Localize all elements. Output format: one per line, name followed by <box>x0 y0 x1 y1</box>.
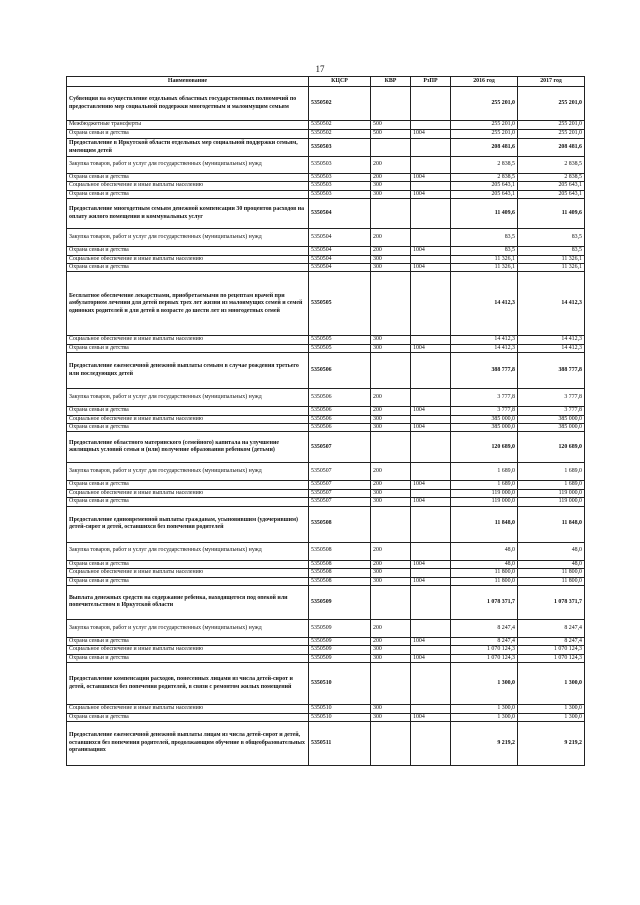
cell-kvr: 300 <box>371 264 411 272</box>
cell-kvr <box>371 432 411 463</box>
cell-2017: 11 848,0 <box>518 506 585 542</box>
cell-2016: 14 412,3 <box>451 336 518 344</box>
cell-rzpr <box>411 646 451 654</box>
table-row <box>67 264 585 272</box>
cell-2016: 1 689,0 <box>451 481 518 489</box>
cell-rzpr <box>411 87 451 121</box>
table-row <box>67 407 585 415</box>
cell-2017: 255 201,0 <box>518 121 585 130</box>
cell-2017: 385 000,0 <box>518 424 585 432</box>
cell-2017: 385 000,0 <box>518 415 585 423</box>
cell-name: Субвенция на осуществление отдельных областных государственных полномочий по предоставлению мер социальной поддержки многодетным и малоимущим семьям <box>67 87 309 121</box>
table-row <box>67 654 585 662</box>
cell-name: Охрана семьи и детства <box>67 130 309 139</box>
cell-name: Охрана семьи и детства <box>67 481 309 489</box>
cell-name: Бесплатное обеспечение лекарствами, приобретаемыми по рецептам врачей при амбулаторном лечении для детей первых трех лет жизни из малоимущих семей и семей одиноких родителей и для детей в возрасте до шести лет из многодетных семей <box>67 272 309 336</box>
cell-2017: 9 219,2 <box>518 721 585 765</box>
table-row <box>67 721 585 765</box>
cell-kcsr: 5350506 <box>309 353 371 389</box>
budget-table <box>66 76 585 766</box>
cell-2017: 8 247,4 <box>518 619 585 637</box>
cell-rzpr <box>411 353 451 389</box>
cell-2017: 1 689,0 <box>518 463 585 481</box>
header-year-2016: 2016 год <box>451 77 518 87</box>
cell-kcsr: 5350504 <box>309 247 371 255</box>
cell-2016: 388 777,8 <box>451 353 518 389</box>
table-row <box>67 498 585 506</box>
cell-2016: 1 300,0 <box>451 705 518 713</box>
cell-name: Социальное обеспечение и иные выплаты населению <box>67 489 309 497</box>
cell-rzpr <box>411 157 451 174</box>
cell-2016: 205 643,1 <box>451 182 518 190</box>
table-row <box>67 637 585 645</box>
cell-2017: 2 838,5 <box>518 174 585 182</box>
cell-name: Социальное обеспечение и иные выплаты населению <box>67 569 309 577</box>
cell-rzpr: 1004 <box>411 481 451 489</box>
cell-2017: 11 326,1 <box>518 264 585 272</box>
cell-rzpr: 1004 <box>411 498 451 506</box>
cell-name: Охрана семьи и детства <box>67 174 309 182</box>
cell-rzpr: 1004 <box>411 424 451 432</box>
cell-name: Охрана семьи и детства <box>67 247 309 255</box>
cell-2016: 205 643,1 <box>451 190 518 198</box>
cell-kvr: 300 <box>371 190 411 198</box>
table-row <box>67 463 585 481</box>
cell-name: Закупка товаров, работ и услуг для государственных (муниципальных) нужд <box>67 157 309 174</box>
table-row <box>67 130 585 139</box>
cell-2016: 8 247,4 <box>451 637 518 645</box>
cell-name: Охрана семьи и детства <box>67 190 309 198</box>
cell-2017: 119 000,0 <box>518 498 585 506</box>
cell-2017: 11 800,0 <box>518 569 585 577</box>
cell-kcsr: 5350509 <box>309 654 371 662</box>
cell-2016: 255 201,0 <box>451 130 518 139</box>
cell-2016: 83,5 <box>451 247 518 255</box>
table-row <box>67 247 585 255</box>
table-row <box>67 506 585 542</box>
cell-kvr: 200 <box>371 407 411 415</box>
cell-kvr <box>371 87 411 121</box>
table-row <box>67 577 585 585</box>
table-row <box>67 87 585 121</box>
cell-2017: 1 300,0 <box>518 663 585 705</box>
cell-kcsr: 5350507 <box>309 432 371 463</box>
cell-kcsr: 5350509 <box>309 637 371 645</box>
cell-kcsr: 5350503 <box>309 182 371 190</box>
cell-kvr: 200 <box>371 229 411 247</box>
table-row <box>67 157 585 174</box>
cell-name: Предоставление многодетным семьям денежной компенсации 30 процентов расходов на оплату жилого помещения и коммунальных услуг <box>67 199 309 229</box>
cell-2017: 2 838,5 <box>518 157 585 174</box>
cell-kcsr: 5350507 <box>309 463 371 481</box>
cell-name: Социальное обеспечение и иные выплаты населению <box>67 336 309 344</box>
cell-kcsr: 5350509 <box>309 646 371 654</box>
cell-2017: 11 326,1 <box>518 255 585 263</box>
cell-rzpr: 1004 <box>411 264 451 272</box>
cell-kcsr: 5350510 <box>309 663 371 705</box>
cell-2017: 1 300,0 <box>518 705 585 713</box>
cell-name: Охрана семьи и детства <box>67 577 309 585</box>
cell-2017: 1 078 371,7 <box>518 585 585 619</box>
cell-kvr: 300 <box>371 424 411 432</box>
cell-kcsr: 5350504 <box>309 255 371 263</box>
cell-kvr: 300 <box>371 182 411 190</box>
cell-rzpr: 1004 <box>411 577 451 585</box>
cell-name: Охрана семьи и детства <box>67 654 309 662</box>
cell-name: Предоставление ежемесячной денежной выплаты лицам из числа детей-сирот и детей, оставшихся без попечения родителей, продолжающим обучение в общеобразовательных организациях <box>67 721 309 765</box>
cell-name: Предоставление компенсации расходов, понесенных лицами из числа детей-сирот и детей, оставшихся без попечения родителей, в связи с ремонтом жилых помещений <box>67 663 309 705</box>
table-row <box>67 705 585 713</box>
cell-rzpr <box>411 489 451 497</box>
cell-2016: 255 201,0 <box>451 87 518 121</box>
cell-kcsr: 5350503 <box>309 190 371 198</box>
cell-kcsr: 5350510 <box>309 713 371 721</box>
cell-rzpr: 1004 <box>411 174 451 182</box>
table-row <box>67 415 585 423</box>
cell-kvr: 500 <box>371 121 411 130</box>
table-row <box>67 481 585 489</box>
cell-rzpr: 1004 <box>411 654 451 662</box>
cell-kcsr: 5350506 <box>309 407 371 415</box>
cell-2017: 1 689,0 <box>518 481 585 489</box>
cell-rzpr: 1004 <box>411 344 451 352</box>
cell-kcsr: 5350504 <box>309 229 371 247</box>
cell-name: Закупка товаров, работ и услуг для государственных (муниципальных) нужд <box>67 619 309 637</box>
cell-name: Закупка товаров, работ и услуг для государственных (муниципальных) нужд <box>67 542 309 560</box>
cell-name: Охрана семьи и детства <box>67 407 309 415</box>
header-kcsr: КЦСР <box>309 77 371 87</box>
cell-name: Охрана семьи и детства <box>67 264 309 272</box>
cell-kvr: 300 <box>371 336 411 344</box>
cell-2016: 120 689,0 <box>451 432 518 463</box>
cell-kcsr: 5350502 <box>309 87 371 121</box>
cell-kvr: 200 <box>371 560 411 568</box>
page-number: 17 <box>315 64 325 74</box>
cell-name: Закупка товаров, работ и услуг для государственных (муниципальных) нужд <box>67 389 309 407</box>
cell-rzpr <box>411 139 451 157</box>
header-name: Наименование <box>67 77 309 87</box>
table-row <box>67 560 585 568</box>
cell-rzpr <box>411 182 451 190</box>
cell-rzpr: 1004 <box>411 407 451 415</box>
cell-rzpr: 1004 <box>411 247 451 255</box>
cell-2016: 8 247,4 <box>451 619 518 637</box>
table-row <box>67 432 585 463</box>
cell-kcsr: 5350507 <box>309 481 371 489</box>
table-row <box>67 336 585 344</box>
cell-kcsr: 5350510 <box>309 705 371 713</box>
cell-kvr: 200 <box>371 247 411 255</box>
table-row <box>67 353 585 389</box>
table-row <box>67 229 585 247</box>
cell-name: Закупка товаров, работ и услуг для государственных (муниципальных) нужд <box>67 463 309 481</box>
table-row <box>67 139 585 157</box>
cell-rzpr: 1004 <box>411 560 451 568</box>
cell-name: Охрана семьи и детства <box>67 560 309 568</box>
cell-2016: 14 412,3 <box>451 272 518 336</box>
cell-kvr: 300 <box>371 577 411 585</box>
cell-2016: 2 838,5 <box>451 174 518 182</box>
cell-2017: 83,5 <box>518 229 585 247</box>
cell-name: Социальное обеспечение и иные выплаты населению <box>67 705 309 713</box>
cell-2016: 11 409,6 <box>451 199 518 229</box>
cell-name: Предоставление ежемесячной денежной выплаты семьям в случае рождения третьего или последующих детей <box>67 353 309 389</box>
cell-2016: 11 800,0 <box>451 577 518 585</box>
cell-2017: 388 777,8 <box>518 353 585 389</box>
cell-kcsr: 5350502 <box>309 121 371 130</box>
header-year-2017: 2017 год <box>518 77 585 87</box>
cell-kcsr: 5350503 <box>309 157 371 174</box>
cell-name: Охрана семьи и детства <box>67 498 309 506</box>
cell-rzpr: 1004 <box>411 130 451 139</box>
cell-2016: 3 777,8 <box>451 407 518 415</box>
cell-kcsr: 5350508 <box>309 542 371 560</box>
cell-2017: 205 643,1 <box>518 182 585 190</box>
table-row <box>67 121 585 130</box>
cell-kvr: 200 <box>371 389 411 407</box>
cell-2017: 1 300,0 <box>518 713 585 721</box>
cell-2017: 14 412,3 <box>518 344 585 352</box>
cell-2017: 3 777,8 <box>518 389 585 407</box>
cell-kvr: 300 <box>371 654 411 662</box>
cell-rzpr <box>411 721 451 765</box>
cell-2016: 48,0 <box>451 542 518 560</box>
cell-rzpr: 1004 <box>411 190 451 198</box>
table-row <box>67 255 585 263</box>
header-kvr: КВР <box>371 77 411 87</box>
cell-kcsr: 5350506 <box>309 389 371 407</box>
cell-rzpr <box>411 663 451 705</box>
cell-kvr: 300 <box>371 498 411 506</box>
cell-kcsr: 5350509 <box>309 585 371 619</box>
cell-2016: 11 848,0 <box>451 506 518 542</box>
cell-rzpr <box>411 121 451 130</box>
cell-2016: 255 201,0 <box>451 121 518 130</box>
cell-kcsr: 5350505 <box>309 344 371 352</box>
cell-kvr: 300 <box>371 646 411 654</box>
table-row <box>67 389 585 407</box>
cell-name: Социальное обеспечение и иные выплаты населению <box>67 182 309 190</box>
cell-kvr: 200 <box>371 619 411 637</box>
cell-2016: 208 481,6 <box>451 139 518 157</box>
cell-kvr <box>371 506 411 542</box>
cell-kvr: 300 <box>371 415 411 423</box>
table-row <box>67 190 585 198</box>
table-row <box>67 542 585 560</box>
cell-2016: 1 070 124,3 <box>451 654 518 662</box>
cell-kvr <box>371 272 411 336</box>
cell-name: Охрана семьи и детства <box>67 713 309 721</box>
cell-2017: 1 070 124,3 <box>518 654 585 662</box>
cell-2016: 11 800,0 <box>451 569 518 577</box>
header-rzpr: РзПР <box>411 77 451 87</box>
cell-kcsr: 5350508 <box>309 577 371 585</box>
cell-2017: 205 643,1 <box>518 190 585 198</box>
table-row <box>67 585 585 619</box>
cell-rzpr <box>411 585 451 619</box>
table-row <box>67 646 585 654</box>
cell-2017: 14 412,3 <box>518 272 585 336</box>
cell-kvr: 200 <box>371 174 411 182</box>
cell-rzpr <box>411 506 451 542</box>
cell-2017: 48,0 <box>518 542 585 560</box>
cell-2016: 83,5 <box>451 229 518 247</box>
cell-kcsr: 5350506 <box>309 415 371 423</box>
cell-2017: 208 481,6 <box>518 139 585 157</box>
cell-name: Социальное обеспечение и иные выплаты населению <box>67 255 309 263</box>
cell-kvr: 200 <box>371 542 411 560</box>
cell-2017: 14 412,3 <box>518 336 585 344</box>
cell-2016: 1 300,0 <box>451 663 518 705</box>
cell-kcsr: 5350511 <box>309 721 371 765</box>
cell-2016: 2 838,5 <box>451 157 518 174</box>
cell-2017: 11 800,0 <box>518 577 585 585</box>
cell-rzpr <box>411 389 451 407</box>
cell-name: Социальное обеспечение и иные выплаты населению <box>67 415 309 423</box>
cell-kcsr: 5350502 <box>309 130 371 139</box>
cell-2016: 1 300,0 <box>451 713 518 721</box>
cell-rzpr <box>411 255 451 263</box>
cell-2016: 48,0 <box>451 560 518 568</box>
table-row <box>67 344 585 352</box>
cell-rzpr <box>411 569 451 577</box>
table-row <box>67 199 585 229</box>
cell-kcsr: 5350506 <box>309 424 371 432</box>
cell-name: Социальное обеспечение и иные выплаты населению <box>67 646 309 654</box>
cell-rzpr: 1004 <box>411 637 451 645</box>
cell-kcsr: 5350503 <box>309 139 371 157</box>
cell-kvr: 300 <box>371 569 411 577</box>
cell-kcsr: 5350505 <box>309 336 371 344</box>
cell-kvr <box>371 721 411 765</box>
cell-2017: 83,5 <box>518 247 585 255</box>
table-row <box>67 489 585 497</box>
cell-name: Предоставление единовременной выплаты гражданам, усыновившим (удочерившим) детей-сирот и детей, оставшихся без попечения родителей <box>67 506 309 542</box>
cell-kvr: 200 <box>371 463 411 481</box>
table-row <box>67 182 585 190</box>
table-row <box>67 713 585 721</box>
table-row <box>67 272 585 336</box>
cell-rzpr <box>411 272 451 336</box>
cell-2016: 1 078 371,7 <box>451 585 518 619</box>
cell-kvr <box>371 139 411 157</box>
cell-kcsr: 5350507 <box>309 498 371 506</box>
cell-kvr <box>371 663 411 705</box>
cell-kcsr: 5350505 <box>309 272 371 336</box>
cell-name: Выплата денежных средств на содержание ребенка, находящегося под опекой или попечительством в Иркутской области <box>67 585 309 619</box>
cell-name: Охрана семьи и детства <box>67 344 309 352</box>
cell-name: Межбюджетные трансферты <box>67 121 309 130</box>
cell-rzpr <box>411 415 451 423</box>
cell-rzpr <box>411 705 451 713</box>
table-row <box>67 174 585 182</box>
cell-kvr: 500 <box>371 130 411 139</box>
cell-name: Предоставление в Иркутской области отдельных мер социальной поддержки семьям, имеющим детей <box>67 139 309 157</box>
cell-rzpr <box>411 229 451 247</box>
cell-kcsr: 5350508 <box>309 560 371 568</box>
cell-2017: 8 247,4 <box>518 637 585 645</box>
cell-2016: 119 000,0 <box>451 498 518 506</box>
cell-kvr <box>371 199 411 229</box>
table-row <box>67 424 585 432</box>
cell-2017: 11 409,6 <box>518 199 585 229</box>
cell-name: Предоставление областного материнского (семейного) капитала на улучшение жилищных условий семьи и (или) получение образования ребенком (детьми) <box>67 432 309 463</box>
cell-name: Охрана семьи и детства <box>67 637 309 645</box>
cell-rzpr <box>411 432 451 463</box>
cell-2017: 48,0 <box>518 560 585 568</box>
cell-kvr: 300 <box>371 344 411 352</box>
table-body <box>67 87 585 766</box>
cell-2016: 119 000,0 <box>451 489 518 497</box>
table-row <box>67 663 585 705</box>
cell-kcsr: 5350504 <box>309 199 371 229</box>
cell-kcsr: 5350508 <box>309 506 371 542</box>
cell-2016: 11 326,1 <box>451 255 518 263</box>
cell-kvr: 200 <box>371 637 411 645</box>
cell-kvr: 200 <box>371 157 411 174</box>
table-row <box>67 569 585 577</box>
cell-2016: 14 412,3 <box>451 344 518 352</box>
cell-rzpr: 1004 <box>411 713 451 721</box>
cell-rzpr <box>411 542 451 560</box>
cell-kcsr: 5350509 <box>309 619 371 637</box>
cell-2017: 255 201,0 <box>518 130 585 139</box>
cell-2016: 385 000,0 <box>451 415 518 423</box>
cell-2017: 255 201,0 <box>518 87 585 121</box>
cell-2017: 1 070 124,3 <box>518 646 585 654</box>
cell-2017: 119 000,0 <box>518 489 585 497</box>
cell-2017: 3 777,8 <box>518 407 585 415</box>
cell-kvr <box>371 585 411 619</box>
table-header-row <box>67 77 585 87</box>
cell-kvr <box>371 353 411 389</box>
table-row <box>67 619 585 637</box>
cell-kcsr: 5350507 <box>309 489 371 497</box>
cell-rzpr <box>411 336 451 344</box>
cell-kvr: 300 <box>371 713 411 721</box>
cell-name: Охрана семьи и детства <box>67 424 309 432</box>
cell-kvr: 300 <box>371 705 411 713</box>
cell-2016: 3 777,8 <box>451 389 518 407</box>
cell-2016: 1 689,0 <box>451 463 518 481</box>
cell-kvr: 200 <box>371 481 411 489</box>
cell-2017: 120 689,0 <box>518 432 585 463</box>
cell-rzpr <box>411 199 451 229</box>
cell-rzpr <box>411 619 451 637</box>
cell-kvr: 300 <box>371 489 411 497</box>
cell-kcsr: 5350503 <box>309 174 371 182</box>
cell-kcsr: 5350508 <box>309 569 371 577</box>
cell-kvr: 300 <box>371 255 411 263</box>
cell-rzpr <box>411 463 451 481</box>
cell-2016: 11 326,1 <box>451 264 518 272</box>
cell-name: Закупка товаров, работ и услуг для государственных (муниципальных) нужд <box>67 229 309 247</box>
cell-2016: 385 000,0 <box>451 424 518 432</box>
cell-kcsr: 5350504 <box>309 264 371 272</box>
cell-2016: 1 070 124,3 <box>451 646 518 654</box>
cell-2016: 9 219,2 <box>451 721 518 765</box>
